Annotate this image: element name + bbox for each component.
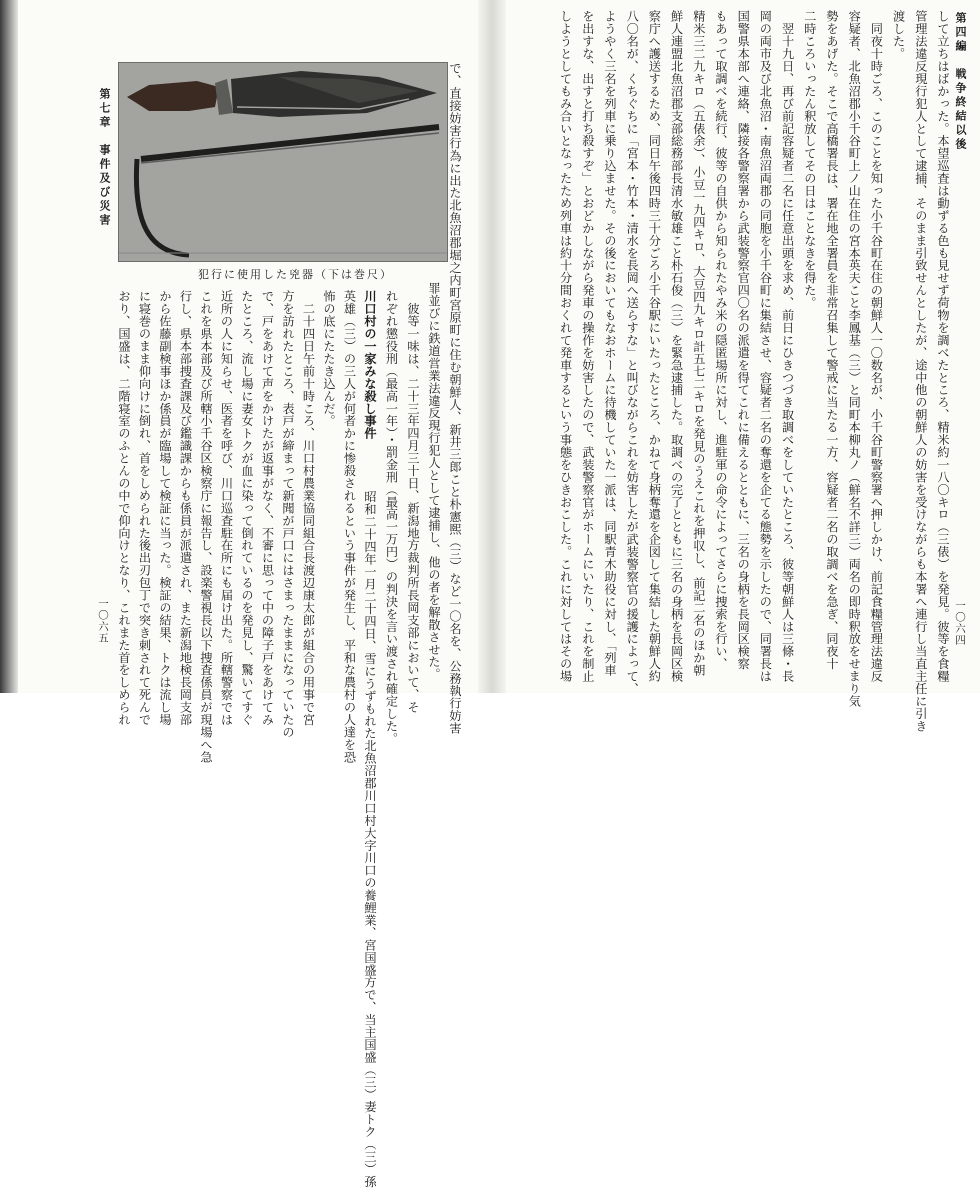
figure-caption: 犯行に使用した兇器（下は巻尺） xyxy=(198,268,393,281)
left-lower-line-11: から佐藤副検事ほか係員が臨場して検証に当った。検証の結果、トクは流し場 xyxy=(158,290,172,726)
left-lower-line-10: 行し、県本部捜査課及び鑑識課からも係員が派遣され、また新潟地検長岡支部 xyxy=(178,290,193,726)
right-text-line-16: ようやく三名を列車に乗り込ませた。その後においてもなおホームに待機していた一派は、同駅青木助役に対し、「列車 xyxy=(603,10,617,677)
section-heading: 川口村の一家みな殺し事件 xyxy=(363,290,377,440)
left-lower-line-2: 英雄（三）の三人が何者かに惨殺されるという事件が発生し、平和な農村の人達を恐 xyxy=(342,290,357,764)
left-lower-line-7: たところ、流し場に妻女トクが血に染って倒れているのを発見し、驚いてすぐ xyxy=(240,290,254,726)
left-lower-line-6: で、戸をあけて声をかけたが返事がなく、不審に思って中の障子戸をあけてみ xyxy=(260,290,275,726)
page-number-right: 一〇六四 xyxy=(954,600,966,646)
left-upper-line-2: 罪並びに鉄道営業法違反現行犯人として逮捕し、他の者を解散させた。 xyxy=(427,282,441,681)
right-text-line-5: 容疑者、北魚沼郡小千谷町上ノ山在住の宮本英夫こと李鳳基（三）と同町本柳丸ノ（鮮名不詳三）両名の即時釈放をせまり気 xyxy=(847,10,862,708)
left-lower-line-4: 二十四日午前十時ころ、川口村農業協同組合長渡辺康太郎が組合の用事で宮 xyxy=(301,290,316,726)
right-text-line-9: 岡の両市及び北魚沼・南魚沼両郡の同胞を小千谷町に集結させ、容疑者二名の奪還を企てる態勢を示したので、同署長は xyxy=(758,10,773,683)
right-text-line-18: しようとしてもみ合いとなったため列車は約十分間おくれて発車するという事態をひきおこした。これに対してはその場 xyxy=(558,10,573,683)
right-text-line-13: 鮮人連盟北魚沼郡支部総務部長清水敏雄こと朴石俊（三）を緊急逮捕した。取調べの完了とともに三名の身柄を長岡区検 xyxy=(669,10,684,683)
right-text-line-7: 二時ころいったん釈放してその日はことなきを得た。 xyxy=(802,10,817,309)
running-head-right: 第四編 戦争終結以後 xyxy=(954,12,967,152)
right-text-line-15: 八〇名が、くちぐちに「宮本・竹本・清水を長岡へ送らすな」と叫びながらこれを妨害したが武装警察官の援護によって、 xyxy=(625,10,640,695)
left-upper-line-4: れぞれ懲役刑（最高一年）・罰金刑（最高一万円）の判決を言い渡され確定した。 xyxy=(384,290,399,745)
left-lower-line-8: 近所の人に知らせ、医者を呼び、川口巡査駐在所にも届け出た。所轄警察では xyxy=(219,290,234,726)
binding-shadow xyxy=(0,0,18,693)
right-text-line-8: 翌十九日、再び前記容疑者二名に任意出頭を求め、前日にひきつづき取調べをしていたところ、彼等朝鮮人は三條・長 xyxy=(780,10,795,683)
right-text-line-3: 渡した。 xyxy=(891,10,906,60)
weapon-photo xyxy=(118,62,448,262)
weapon-illustration xyxy=(119,63,447,261)
right-text-line-6: 勢をあげた。そこで高橋署長は、署在地全署員を非常召集して警戒に当たる一方、容疑者二名の取調べを急ぎ、同夜十 xyxy=(825,10,839,670)
right-text-line-4: 同夜十時ごろ、このことを知った小千谷町在住の朝鮮人一〇数名が、小千谷町警察署へ押しかけ、前記食糧管理法違反 xyxy=(869,10,884,683)
right-page xyxy=(506,0,980,733)
right-text-line-17: を出すな、出すと打ち殺すぞ」とおどかしながら発車の操作を妨害したので、武装警察官がホームにいたり、これを制止 xyxy=(580,10,595,683)
left-upper-line-1: で、直接妨害行為に出た北魚沼郡堀之内町宮原町に住む朝鮮人、新井三郎こと朴憲煕（三）など一〇名を、公務執行妨害 xyxy=(448,62,462,735)
left-lower-line-9: これを県本部及び所轄小千谷区検察庁に報告し、設楽警視長以下捜査係員が現場へ急 xyxy=(199,290,213,764)
right-text-line-10: 国警県本部へ連絡、隣接各警察署から武装警察官四〇名の派遣を得てこれに備えるとともに、三名の身柄を長岡区検察 xyxy=(736,10,751,670)
right-text-line-11: もあって取調べを続行、彼等の自供から知られたやみ米の隠匿場所に対し、進駐軍の命令によってさらに捜索を行い、 xyxy=(714,10,728,670)
page-number-left: 一〇六五 xyxy=(97,598,109,644)
left-lower-line-5: 方を訪れたところ、表戸が締まって新聞が戸口にはさまったままになっていたの xyxy=(281,290,295,739)
left-page xyxy=(18,0,478,1188)
right-text-line-12: 精米三二九キロ（五俵余）、小豆一九四キロ、大豆四九キロ計五七二キロを発見のうえこれを押収し、前記二名のほか朝 xyxy=(691,10,706,677)
left-lower-line-13: おり、国盛は、二階寝室のふとんの中で仰向けとなり、これまた首をしめられ xyxy=(117,290,131,726)
left-lower-line-1: 昭和二十四年一月二十四日、雪にうずもれた北魚沼郡川口村大字川口の養鯉業、宮国盛方で、当主国盛（三）妻トク（三）孫 xyxy=(363,478,377,1188)
page-gutter xyxy=(478,0,506,693)
running-head-left: 第七章 事件及び災害 xyxy=(98,88,111,228)
left-lower-line-3: 怖の底にたたき込んだ。 xyxy=(322,290,336,427)
right-text-line-1: して立ちはばかった。本望巡査は動ずる色も見せず荷物を調べたところ、精米約一八〇キロ（三俵）を発見。彼等を食糧 xyxy=(936,10,950,683)
left-lower-line-12: に寝巻のまま仰向けに倒れ、首をしめられた後出刃包丁で突き刺されて死んで xyxy=(137,290,152,726)
right-text-line-14: 察庁へ護送するため、同日午後四時三十分ごろ小千谷駅にいたったところ、かねて身柄奪還を企図して集結した朝鮮人約 xyxy=(647,10,662,683)
right-text-line-2: 管理法違反現行犯人として逮捕、そのまま引致せんとしたが、途中他の朝鮮人の妨害を受けながらも本署へ連行し当直主任に引き xyxy=(913,10,928,733)
left-upper-line-3: 彼等一味は、二十三年四月三十日、新潟地方裁判所長岡支部において、そ xyxy=(406,290,420,714)
